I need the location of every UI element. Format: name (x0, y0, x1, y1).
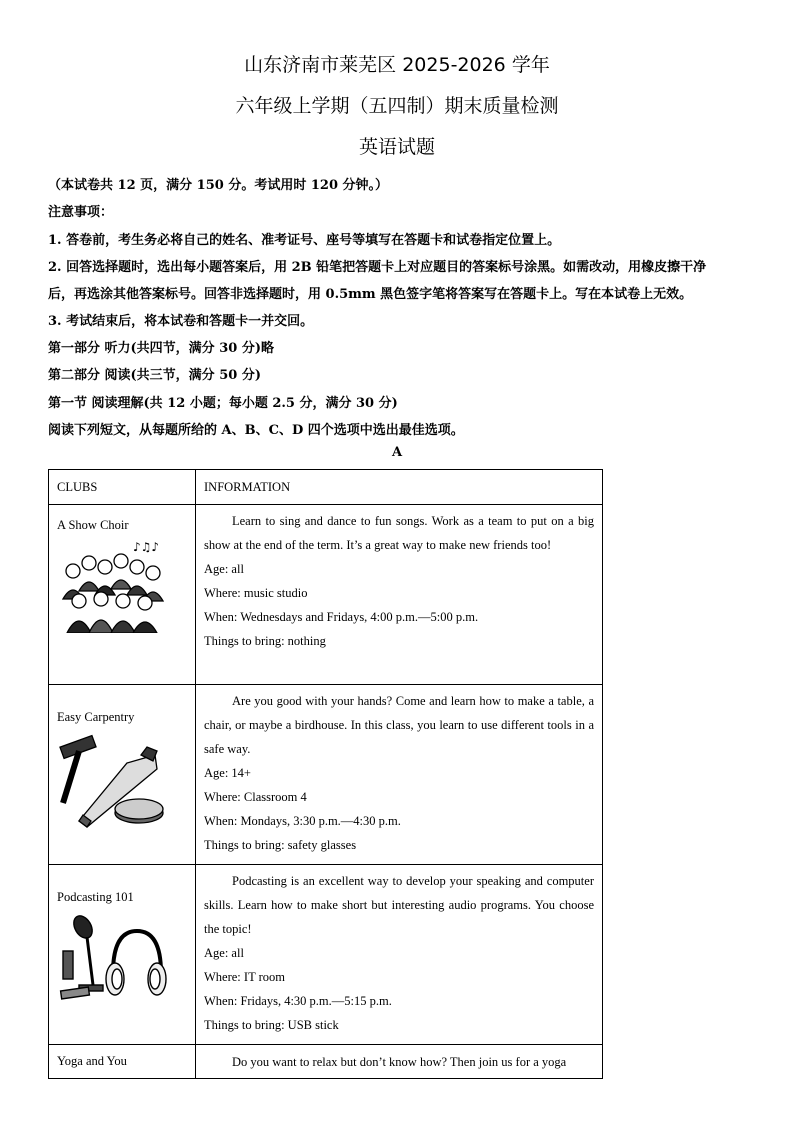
club-name: Easy Carpentry (57, 710, 135, 724)
tools-icon (57, 733, 187, 835)
club-when: When: Mondays, 3:30 p.m.—4:30 p.m. (204, 814, 401, 828)
passage-label: A (391, 445, 403, 460)
club-when: When: Fridays, 4:30 p.m.—5:15 p.m. (204, 994, 392, 1008)
club-where: Where: Classroom 4 (204, 790, 307, 804)
podcast-icon (57, 913, 187, 1007)
instruction-1: 1. 答卷前，考生务必将自己的姓名、准考证号、座号等填写在答题卡和试卷指定位置上。 (48, 233, 561, 248)
club-description: Are you good with your hands? Come and learn how to make a table, a chair, or maybe a birdhouse. In this class, you learn to use different tools in a safe way. (204, 694, 594, 756)
club-description: Do you want to relax but don’t know how? Then join us for a yoga (232, 1054, 567, 1069)
instruction-2b: 后，再选涂其他答案标号。回答非选择题时，用 0.5mm 黑色签字笔将答案写在答题卡上。写在本试卷上无效。 (48, 287, 693, 302)
reading-directions: 阅读下列短文，从每题所给的 A、B、C、D 四个选项中选出最佳选项。 (48, 423, 464, 438)
club-where: Where: IT room (204, 970, 285, 984)
club-name: A Show Choir (57, 518, 129, 532)
svg-text:♪♫♪: ♪♫♪ (133, 541, 160, 554)
part-1-heading: 第一部分 听力(共四节，满分 30 分)略 (48, 341, 274, 356)
club-bring: Things to bring: safety glasses (204, 838, 357, 852)
club-description: Podcasting is an excellent way to develop your speaking and computer skills. Learn how to make short but interesting audio programs. You choose the topic! (204, 874, 594, 936)
choir-icon (57, 541, 187, 637)
club-age: Age: all (204, 562, 244, 576)
clubs-table (48, 469, 603, 1079)
section-1-heading: 第一节 阅读理解(共 12 小题；每小题 2.5 分，满分 30 分) (48, 396, 398, 411)
club-name: Podcasting 101 (57, 890, 134, 904)
exam-subject: 英语试题 (358, 136, 435, 158)
table-row (49, 685, 603, 865)
table-row (49, 865, 603, 1045)
table-header-row (49, 470, 603, 505)
club-description: Learn to sing and dance to fun songs. Work as a team to put on a big show at the end of the term. It’s a great way to make new friends too! (204, 514, 594, 552)
header-information: INFORMATION (196, 470, 603, 505)
instruction-2a: 2. 回答选择题时，选出每小题答案后，用 2B 铅笔把答题卡上对应题目的答案标号涂黑。如需改动，用橡皮擦干净 (48, 260, 707, 275)
attention-heading: 注意事项： (48, 205, 114, 220)
club-bring: Things to bring: USB stick (204, 1018, 339, 1032)
club-age: Age: 14+ (204, 766, 251, 780)
table-row (49, 505, 603, 685)
exam-title: 山东济南市莱芜区 2025-2026 学年 (244, 54, 550, 76)
part-2-heading: 第二部分 阅读(共三节，满分 50 分) (48, 368, 261, 383)
club-when: When: Wednesdays and Fridays, 4:00 p.m.—5:00 p.m. (204, 610, 479, 624)
exam-subtitle: 六年级上学期（五四制）期末质量检测 (235, 95, 559, 117)
club-name: Yoga and You (57, 1054, 127, 1068)
club-age: Age: all (204, 946, 244, 960)
club-where: Where: music studio (204, 586, 308, 600)
exam-note: （本试卷共 12 页，满分 150 分。考试用时 120 分钟。） (48, 178, 389, 193)
club-bring: Things to bring: nothing (204, 634, 326, 648)
header-clubs: CLUBS (49, 470, 196, 505)
instruction-3: 3. 考试结束后，将本试卷和答题卡一并交回。 (48, 314, 314, 329)
table-row (49, 1045, 603, 1079)
